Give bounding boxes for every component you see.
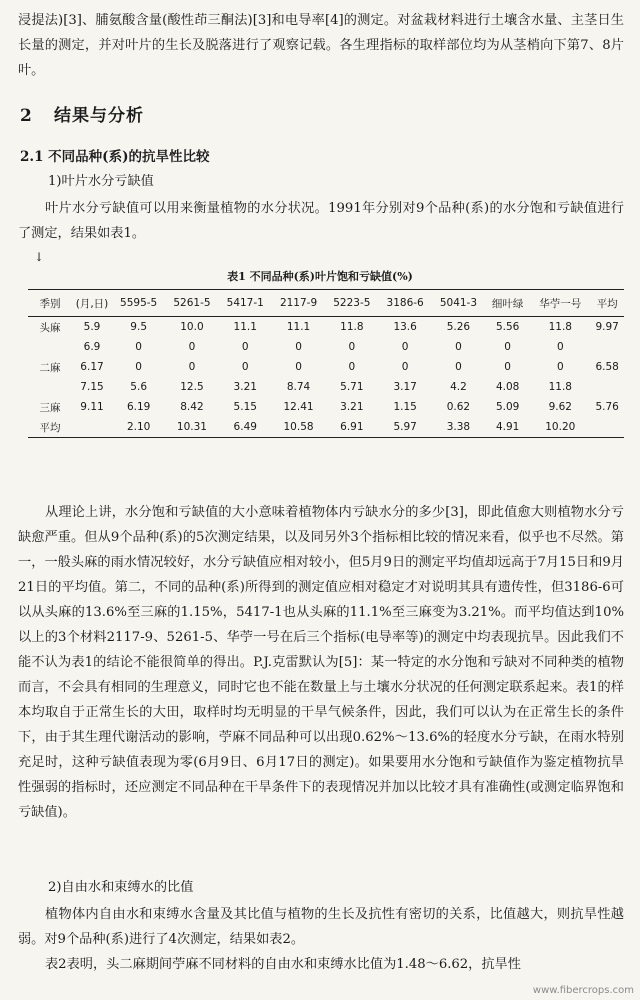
table1-value-cell: 6.19 [126,401,151,413]
table1-value-cell: 12.41 [283,401,314,413]
table1-row [28,417,624,438]
table1-date-cell: 5.9 [83,321,101,333]
subsection-heading: 2.1 不同品种(系)的抗旱性比较 [20,149,210,165]
table1-value-cell: 0 [241,361,249,373]
table1-value-cell: 4.08 [495,381,520,393]
table1-header-cell: 2117-9 [279,297,318,309]
table1-value-cell: 6.91 [340,421,364,433]
table1-value-cell: 8.74 [286,381,311,393]
intro-paragraph: 浸提法)[3]、脯氨酸含量(酸性茚三酮法)[3]和电导率[4]的测定。对盆栽材料进行土壤含水量、主茎日生长量的测定，并对叶片的生长及脱落进行了观察记载。各生理指标的取样部位均为从茎梢向下第7、8片叶。 [18,13,624,78]
table1-value-cell: 11.1 [286,321,311,333]
table1-value-cell: 0 [241,341,249,353]
table1-value-cell: 0 [295,341,302,353]
table1-value-cell: 5.15 [233,401,257,413]
section-heading [20,101,144,126]
table1-value-cell: 4.2 [450,381,467,393]
table1-value-cell: 10.0 [180,321,204,333]
table1-date-cell: 9.11 [80,401,104,413]
table1-row [28,337,624,357]
item2-heading: 2)自由水和束缚水的比值 [48,880,194,895]
table1-average-cell: 9.97 [595,321,619,333]
table1-header-cell: 5223-5 [333,297,371,309]
watermark: www.fibercrops.com [532,985,634,996]
table1-value-cell: 3.38 [446,421,471,433]
table1-value-cell: 0 [135,361,142,373]
table1-value-cell: 5.71 [340,381,364,393]
table1-value-cell: 3.21 [233,381,257,393]
table1-value-cell: 0.62 [446,401,471,413]
item1-heading: 1)叶片水分亏缺值 [48,174,154,189]
table1-value-cell: 0 [556,361,564,373]
section-number: 2 [20,106,33,126]
table1-value-cell: 9.5 [130,321,147,333]
table1-value-cell: 0 [401,361,409,373]
table1-date-cell: 6.17 [80,361,104,373]
margin-mark: ↓ [34,250,45,264]
table1-value-cell: 10.20 [545,421,576,433]
table1-value-cell: 0 [188,341,196,353]
table1-date-cell: 7.15 [80,381,104,393]
table1-average-cell [590,337,624,357]
table1-header-cell: 3186-6 [386,297,424,309]
table1-header-cell: 平均 [596,297,618,310]
table1-average-cell [590,377,624,397]
table1-average-cell [590,417,624,438]
table1-header-cell: 5261-5 [173,297,211,309]
table1-value-cell: 3.17 [393,381,417,393]
table1-value-cell: 9.62 [548,401,572,413]
table1-header-cell: 华苧一号 [539,297,582,310]
table1-value-cell: 0 [455,341,462,353]
table1-season-cell: 二麻 [39,361,61,374]
table1-season-cell: 头麻 [39,321,61,334]
table1-season-cell [28,377,72,397]
table1-value-cell: 0 [504,341,511,353]
table1-value-cell: 0 [348,341,356,353]
table1-date-cell [72,417,112,438]
section-title: 结果与分析 [54,106,144,126]
table1-season-cell: 三麻 [39,401,61,414]
table1-value-cell: 1.15 [393,401,417,413]
table1-header-cell: 细叶绿 [491,297,524,310]
table1-body [28,317,624,438]
table1-value-cell: 3.21 [340,401,364,413]
table1-value-cell: 10.31 [176,421,207,433]
table1-row [28,357,624,377]
table1-header-cell: 5417-1 [226,297,264,309]
table1-header-row [28,290,624,317]
table1-value-cell: 5.09 [495,401,520,413]
table1-value-cell: 0 [455,361,462,373]
table1-value-cell: 0 [504,361,511,373]
table1-caption: 表1 不同品种(系)叶片饱和亏缺值(%) [227,270,413,283]
table1-season-cell: 平均 [39,421,61,434]
table1-value-cell: 5.6 [130,381,147,393]
table1-value-cell: 11.1 [233,321,257,333]
table1-season-cell [28,337,72,357]
table1-value-cell: 0 [556,341,564,353]
table1-value-cell: 11.8 [340,321,364,333]
table1-value-cell: 0 [135,341,142,353]
table1-value-cell: 6.49 [233,421,257,433]
table1-average-cell: 5.76 [595,401,619,413]
table1-header-cell: 5041-3 [439,297,478,309]
table1-value-cell: 0 [188,361,196,373]
analysis-paragraph: 从理论上讲，水分饱和亏缺值的大小意味着植物体内亏缺水分的多少[3]，即此值愈大则植物水分亏缺愈严重。但从9个品种(系)的5次测定结果，以及同另外3个指标相比较的情况来看，似乎也不尽然。第一，一般头麻的雨水情况较好，水分亏缺值应相对较小，但5月9日的测定平均值却远高于7月15日和9月21日的平均值。第二，不同的品种(系)所得到的测定值应相对稳定才对说明其具有遗传性，但3186-6可以从头麻的13.6%至三麻的1.15%，5417-1也从头麻的11.1%至三麻变为3.21%。而平均值达到10%以上的3个材料2117-9、5261-5、华苧一号在后三个指标(电导率等)的测定中均表现抗旱。因此我们不能不认为表1的结论不能很简单的得出。P.J.克雷默认为[5]：某一特定的水分饱和亏缺对不同种类的植物而言，不会具有相同的生理意义，同时它也不能在数量上与土壤水分状况的任何测定联系起来。表1的样本均取自于正常生长的大田，取样时均无明显的干旱气候条件，因此，我们可以认为在正常生长的条件下，由于其生理代谢活动的影响，苧麻不同品种可以出现0.62%～13.6%的轻度水分亏缺，在雨水特别充足时，这种亏缺值表现为零(6月9日、6月17日的测定)。如果要用水分饱和亏缺值作为鉴定植物抗旱性强弱的指标时，还应测定不同品种在干旱条件下的表现情况并加以比较才具有准确性(或测定临界饱和亏缺值)。 [18,505,624,820]
table1-value-cell: 10.58 [283,421,314,433]
table1-value-cell: 13.6 [393,321,417,333]
table1-value-cell: 8.42 [180,401,204,413]
item1-paragraph: 叶片水分亏缺值可以用来衡量植物的水分状况。1991年分别对9个品种(系)的水分饱和亏缺值进行了测定，结果如表1。 [18,201,624,241]
table1-row [28,317,624,338]
table1-value-cell: 2.10 [126,421,151,433]
table1-value-cell: 0 [401,341,409,353]
table1-row [28,377,624,397]
table1-value-cell: 5.97 [393,421,417,433]
table1-value-cell: 11.8 [548,321,572,333]
table1-row [28,397,624,417]
table1-date-cell: 6.9 [83,341,101,353]
table1-value-cell: 11.8 [548,381,572,393]
table1 [28,289,624,438]
table1-header-cell: 季别 [39,297,61,310]
table1-value-cell: 5.26 [446,321,471,333]
table1-value-cell: 0 [295,361,302,373]
table1-value-cell: 4.91 [495,421,520,433]
table1-header-cell: 5595-5 [120,297,158,309]
item2-paragraph-2: 表2表明，头二麻期间苧麻不同材料的自由水和束缚水比值为1.48～6.62，抗旱性 [45,957,521,972]
table1-value-cell: 5.56 [495,321,520,333]
table1-header-cell: (月,日) [75,297,109,310]
table1-average-cell: 6.58 [595,361,619,373]
table1-value-cell: 0 [348,361,356,373]
item2-paragraph-1: 植物体内自由水和束缚水含量及其比值与植物的生长及抗性有密切的关系，比值越大，则抗旱性越弱。对9个品种(系)进行了4次测定，结果如表2。 [18,907,624,947]
table1-value-cell: 12.5 [180,381,204,393]
